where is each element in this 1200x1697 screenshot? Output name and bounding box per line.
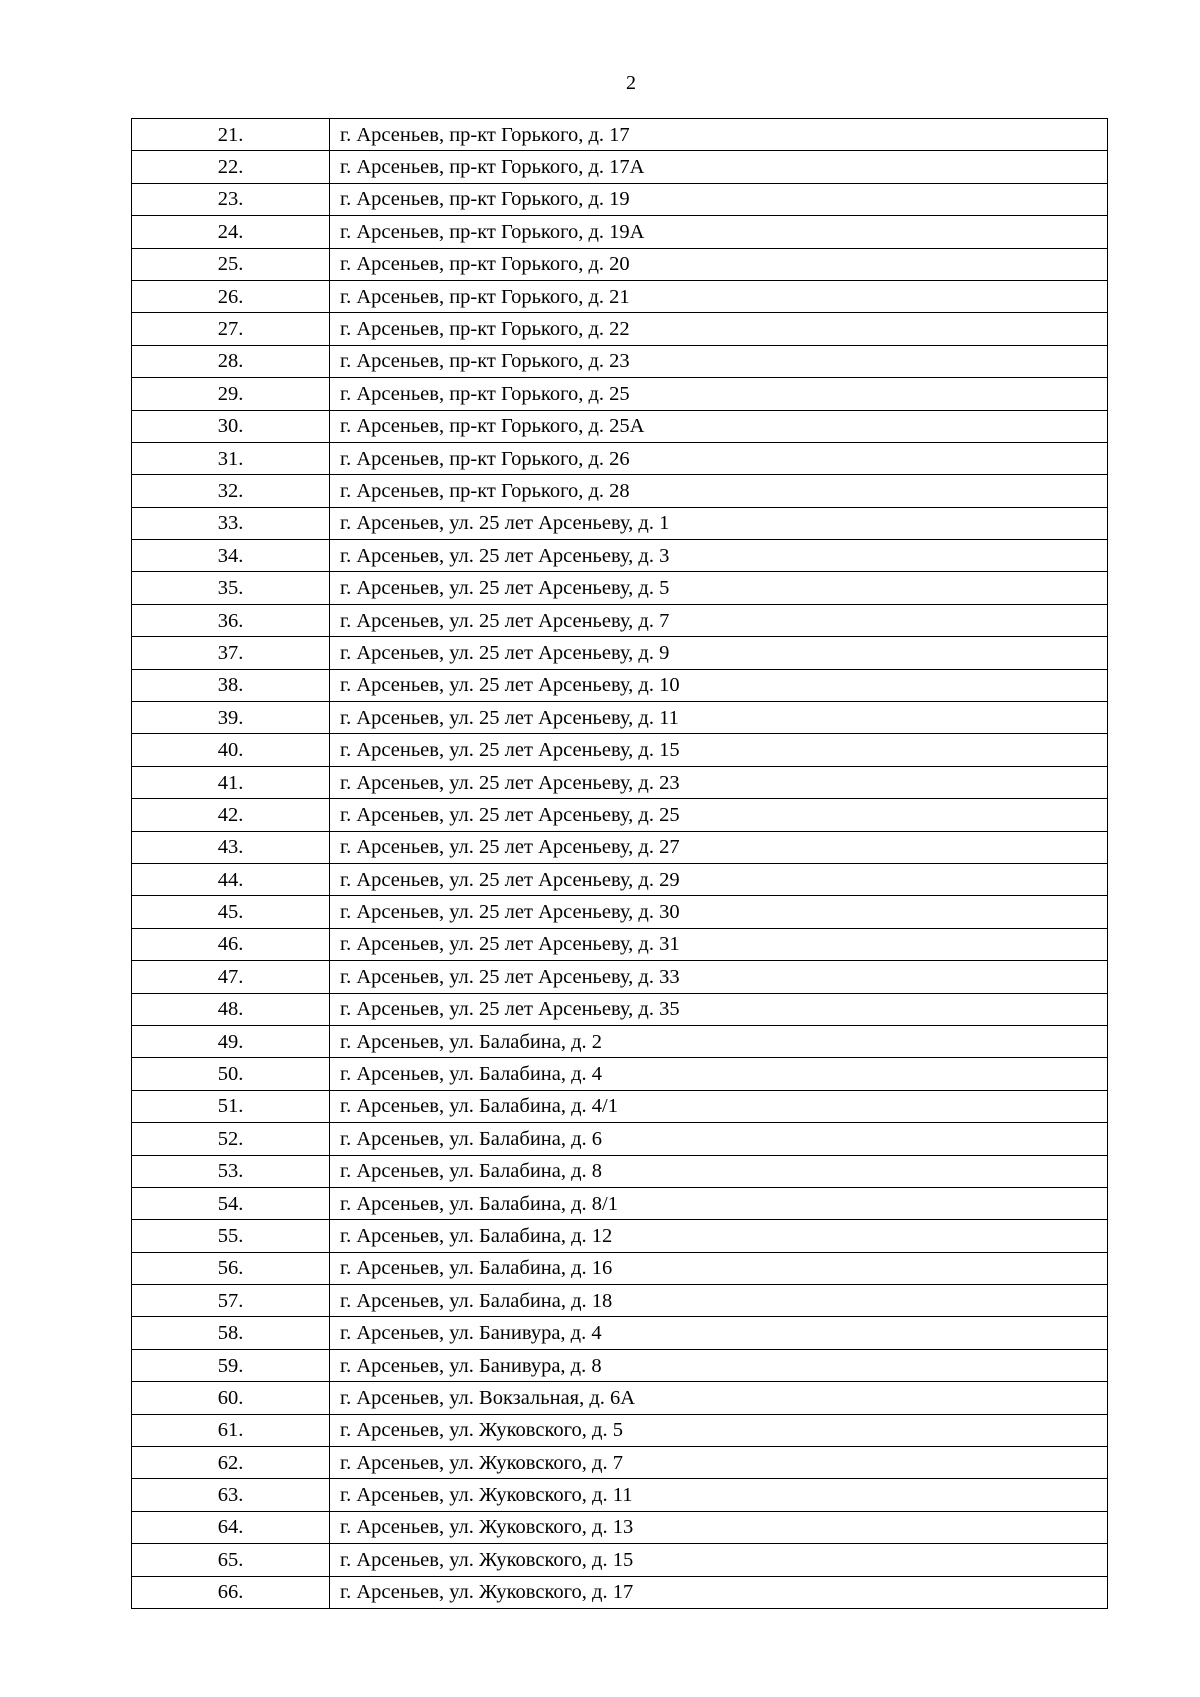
row-number-cell: 54. [132, 1187, 330, 1219]
row-number-cell: 23. [132, 183, 330, 215]
row-number-cell: 30. [132, 410, 330, 442]
row-number-cell: 37. [132, 637, 330, 669]
address-cell: г. Арсеньев, ул. Балабина, д. 6 [330, 1123, 1108, 1155]
table-row [132, 475, 1108, 507]
table-row [132, 1479, 1108, 1511]
address-cell: г. Арсеньев, ул. 25 лет Арсеньеву, д. 31 [330, 928, 1108, 960]
table-row [132, 799, 1108, 831]
row-number-cell: 57. [132, 1285, 330, 1317]
row-number-cell: 62. [132, 1447, 330, 1479]
table-row [132, 896, 1108, 928]
table-row [132, 1511, 1108, 1543]
row-number-cell: 45. [132, 896, 330, 928]
row-number-cell: 66. [132, 1576, 330, 1608]
row-number-cell: 25. [132, 248, 330, 280]
address-cell: г. Арсеньев, ул. Жуковского, д. 5 [330, 1414, 1108, 1446]
table-row [132, 1025, 1108, 1057]
address-cell: г. Арсеньев, ул. Жуковского, д. 11 [330, 1479, 1108, 1511]
table-row [132, 540, 1108, 572]
address-cell: г. Арсеньев, ул. 25 лет Арсеньеву, д. 11 [330, 702, 1108, 734]
address-cell: г. Арсеньев, ул. Жуковского, д. 15 [330, 1544, 1108, 1576]
row-number-cell: 22. [132, 151, 330, 183]
table-row [132, 1447, 1108, 1479]
address-cell: г. Арсеньев, пр-кт Горького, д. 19А [330, 216, 1108, 248]
table-row [132, 734, 1108, 766]
table-row [132, 702, 1108, 734]
table-row [132, 410, 1108, 442]
row-number-cell: 61. [132, 1414, 330, 1446]
address-cell: г. Арсеньев, ул. Банивура, д. 8 [330, 1349, 1108, 1381]
address-cell: г. Арсеньев, пр-кт Горького, д. 23 [330, 345, 1108, 377]
address-cell: г. Арсеньев, ул. Жуковского, д. 17 [330, 1576, 1108, 1608]
table-row [132, 151, 1108, 183]
address-cell: г. Арсеньев, ул. 25 лет Арсеньеву, д. 3 [330, 540, 1108, 572]
row-number-cell: 56. [132, 1252, 330, 1284]
address-cell: г. Арсеньев, ул. 25 лет Арсеньеву, д. 5 [330, 572, 1108, 604]
row-number-cell: 51. [132, 1090, 330, 1122]
row-number-cell: 32. [132, 475, 330, 507]
row-number-cell: 46. [132, 928, 330, 960]
row-number-cell: 28. [132, 345, 330, 377]
address-cell: г. Арсеньев, пр-кт Горького, д. 17А [330, 151, 1108, 183]
row-number-cell: 40. [132, 734, 330, 766]
table-row [132, 1544, 1108, 1576]
table-row [132, 1414, 1108, 1446]
address-cell: г. Арсеньев, пр-кт Горького, д. 28 [330, 475, 1108, 507]
address-cell: г. Арсеньев, ул. Балабина, д. 8/1 [330, 1187, 1108, 1219]
address-cell: г. Арсеньев, ул. 25 лет Арсеньеву, д. 15 [330, 734, 1108, 766]
address-cell: г. Арсеньев, ул. 25 лет Арсеньеву, д. 1 [330, 507, 1108, 539]
row-number-cell: 31. [132, 442, 330, 474]
table-row [132, 345, 1108, 377]
table-row [132, 1058, 1108, 1090]
address-cell: г. Арсеньев, пр-кт Горького, д. 25 [330, 378, 1108, 410]
row-number-cell: 44. [132, 863, 330, 895]
address-cell: г. Арсеньев, ул. Вокзальная, д. 6А [330, 1382, 1108, 1414]
address-cell: г. Арсеньев, ул. Банивура, д. 4 [330, 1317, 1108, 1349]
address-cell: г. Арсеньев, ул. Балабина, д. 4/1 [330, 1090, 1108, 1122]
table-row [132, 1317, 1108, 1349]
address-cell: г. Арсеньев, пр-кт Горького, д. 17 [330, 119, 1108, 151]
row-number-cell: 65. [132, 1544, 330, 1576]
row-number-cell: 34. [132, 540, 330, 572]
address-cell: г. Арсеньев, ул. 25 лет Арсеньеву, д. 23 [330, 766, 1108, 798]
row-number-cell: 63. [132, 1479, 330, 1511]
address-cell: г. Арсеньев, ул. Балабина, д. 8 [330, 1155, 1108, 1187]
table-row [132, 669, 1108, 701]
address-cell: г. Арсеньев, пр-кт Горького, д. 20 [330, 248, 1108, 280]
address-cell: г. Арсеньев, ул. 25 лет Арсеньеву, д. 33 [330, 961, 1108, 993]
address-cell: г. Арсеньев, ул. Балабина, д. 18 [330, 1285, 1108, 1317]
table-row [132, 961, 1108, 993]
table-row [132, 1220, 1108, 1252]
address-cell: г. Арсеньев, пр-кт Горького, д. 22 [330, 313, 1108, 345]
address-cell: г. Арсеньев, ул. 25 лет Арсеньеву, д. 30 [330, 896, 1108, 928]
table-row [132, 442, 1108, 474]
address-cell: г. Арсеньев, ул. Жуковского, д. 7 [330, 1447, 1108, 1479]
row-number-cell: 49. [132, 1025, 330, 1057]
address-cell: г. Арсеньев, ул. Балабина, д. 16 [330, 1252, 1108, 1284]
table-row [132, 1576, 1108, 1608]
address-cell: г. Арсеньев, ул. Балабина, д. 12 [330, 1220, 1108, 1252]
page-number: 2 [626, 72, 636, 94]
row-number-cell: 48. [132, 993, 330, 1025]
row-number-cell: 38. [132, 669, 330, 701]
row-number-cell: 29. [132, 378, 330, 410]
row-number-cell: 36. [132, 604, 330, 636]
address-cell: г. Арсеньев, пр-кт Горького, д. 25А [330, 410, 1108, 442]
table-row [132, 993, 1108, 1025]
row-number-cell: 50. [132, 1058, 330, 1090]
address-cell: г. Арсеньев, ул. 25 лет Арсеньеву, д. 9 [330, 637, 1108, 669]
table-row [132, 1090, 1108, 1122]
address-cell: г. Арсеньев, пр-кт Горького, д. 26 [330, 442, 1108, 474]
table-row [132, 216, 1108, 248]
address-cell: г. Арсеньев, ул. 25 лет Арсеньеву, д. 10 [330, 669, 1108, 701]
address-cell: г. Арсеньев, ул. 25 лет Арсеньеву, д. 25 [330, 799, 1108, 831]
table-row [132, 248, 1108, 280]
address-cell: г. Арсеньев, ул. 25 лет Арсеньеву, д. 35 [330, 993, 1108, 1025]
table-row [132, 928, 1108, 960]
table-row [132, 637, 1108, 669]
table-row [132, 766, 1108, 798]
table-row [132, 1382, 1108, 1414]
table-row [132, 1285, 1108, 1317]
address-cell: г. Арсеньев, ул. Жуковского, д. 13 [330, 1511, 1108, 1543]
address-cell: г. Арсеньев, ул. 25 лет Арсеньеву, д. 29 [330, 863, 1108, 895]
row-number-cell: 39. [132, 702, 330, 734]
row-number-cell: 41. [132, 766, 330, 798]
table-row [132, 1252, 1108, 1284]
row-number-cell: 55. [132, 1220, 330, 1252]
address-cell: г. Арсеньев, ул. Балабина, д. 4 [330, 1058, 1108, 1090]
row-number-cell: 60. [132, 1382, 330, 1414]
table-row [132, 863, 1108, 895]
table-row [132, 183, 1108, 215]
row-number-cell: 59. [132, 1349, 330, 1381]
table-row [132, 1349, 1108, 1381]
row-number-cell: 21. [132, 119, 330, 151]
address-cell: г. Арсеньев, ул. 25 лет Арсеньеву, д. 27 [330, 831, 1108, 863]
table-row [132, 1155, 1108, 1187]
row-number-cell: 42. [132, 799, 330, 831]
row-number-cell: 58. [132, 1317, 330, 1349]
address-table-body [132, 119, 1108, 1609]
address-cell: г. Арсеньев, ул. Балабина, д. 2 [330, 1025, 1108, 1057]
row-number-cell: 53. [132, 1155, 330, 1187]
table-row [132, 572, 1108, 604]
address-cell: г. Арсеньев, пр-кт Горького, д. 21 [330, 280, 1108, 312]
table-row [132, 119, 1108, 151]
table-row [132, 1187, 1108, 1219]
row-number-cell: 35. [132, 572, 330, 604]
address-cell: г. Арсеньев, ул. 25 лет Арсеньеву, д. 7 [330, 604, 1108, 636]
address-table [131, 118, 1108, 1609]
table-row [132, 831, 1108, 863]
table-row [132, 604, 1108, 636]
row-number-cell: 43. [132, 831, 330, 863]
table-row [132, 313, 1108, 345]
row-number-cell: 47. [132, 961, 330, 993]
address-cell: г. Арсеньев, пр-кт Горького, д. 19 [330, 183, 1108, 215]
table-row [132, 507, 1108, 539]
row-number-cell: 26. [132, 280, 330, 312]
table-row [132, 378, 1108, 410]
row-number-cell: 33. [132, 507, 330, 539]
table-row [132, 1123, 1108, 1155]
row-number-cell: 52. [132, 1123, 330, 1155]
row-number-cell: 64. [132, 1511, 330, 1543]
table-row [132, 280, 1108, 312]
row-number-cell: 24. [132, 216, 330, 248]
row-number-cell: 27. [132, 313, 330, 345]
